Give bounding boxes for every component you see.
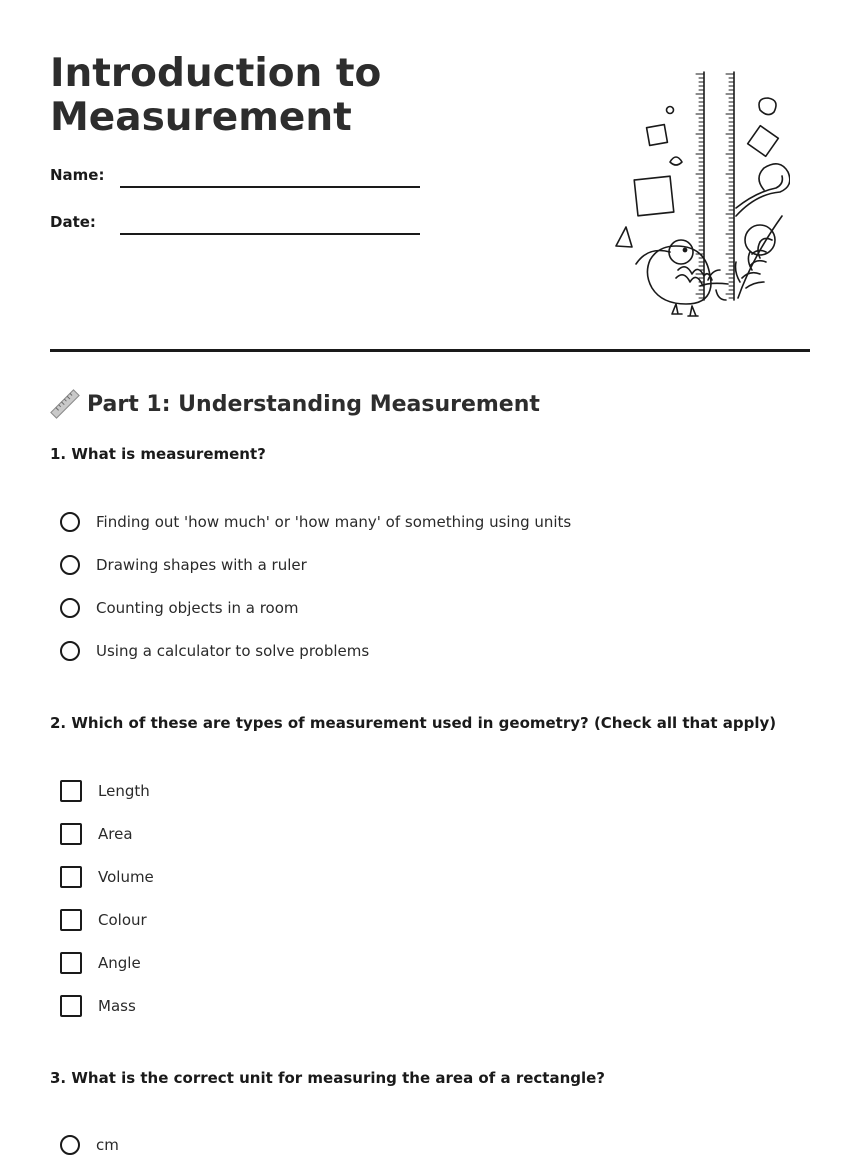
date-label: Date:	[50, 213, 96, 231]
option-label: Mass	[98, 997, 136, 1015]
radio-button[interactable]	[60, 1135, 80, 1155]
question-2: 2. Which of these are types of measurement used in geometry? (Check all that apply)	[50, 714, 777, 732]
q3-option-1[interactable]	[60, 1132, 119, 1158]
option-label: Finding out 'how much' or 'how many' of something using units	[96, 513, 572, 531]
ruler-drawing	[696, 72, 734, 300]
radio-button[interactable]	[60, 641, 80, 661]
ruler-kiwi-shapes-illustration	[560, 66, 790, 322]
name-write-line[interactable]	[120, 186, 420, 188]
q1-option-3[interactable]	[60, 595, 299, 621]
question-3: 3. What is the correct unit for measuring the area of a rectangle?	[50, 1069, 605, 1087]
triangle-shape	[616, 227, 632, 247]
option-label: Counting objects in a room	[96, 599, 299, 617]
ribbon-shape	[736, 164, 790, 216]
worksheet-page	[50, 0, 810, 1154]
blob-shape	[759, 98, 776, 115]
name-field[interactable]	[50, 166, 420, 190]
section-title: Part 1: Understanding Measurement	[87, 391, 540, 417]
q1-option-4[interactable]	[60, 638, 369, 664]
q2-option-6[interactable]	[60, 993, 136, 1019]
small-square-shape	[647, 125, 668, 146]
checkbox[interactable]	[60, 909, 82, 931]
option-label: cm	[96, 1136, 119, 1154]
small-blob-shape	[670, 157, 682, 165]
checkbox[interactable]	[60, 866, 82, 888]
page-title	[50, 52, 410, 140]
q2-option-4[interactable]	[60, 907, 147, 933]
question-1: 1. What is measurement?	[50, 445, 266, 463]
small-circle-shape	[667, 107, 674, 114]
option-label: Volume	[98, 868, 154, 886]
option-label: Length	[98, 782, 150, 800]
q1-option-2[interactable]	[60, 552, 307, 578]
option-label: Area	[98, 825, 133, 843]
date-write-line[interactable]	[120, 233, 420, 235]
option-label: Angle	[98, 954, 141, 972]
radio-button[interactable]	[60, 555, 80, 575]
radio-button[interactable]	[60, 512, 80, 532]
radio-button[interactable]	[60, 598, 80, 618]
q2-option-5[interactable]	[60, 950, 141, 976]
option-label: Drawing shapes with a ruler	[96, 556, 307, 574]
name-label: Name:	[50, 166, 105, 184]
q1-option-1[interactable]	[60, 509, 571, 535]
option-label: Using a calculator to solve problems	[96, 642, 370, 660]
checkbox[interactable]	[60, 952, 82, 974]
q2-option-3[interactable]	[60, 864, 154, 890]
date-field[interactable]	[50, 213, 420, 237]
title-line-2: Measurement	[50, 95, 352, 140]
diamond-shape	[748, 126, 779, 157]
title-line-1: Introduction to	[50, 51, 382, 96]
section-heading-part-1	[50, 388, 540, 420]
ruler-icon	[50, 389, 80, 419]
checkbox[interactable]	[60, 823, 82, 845]
square-shape	[634, 176, 674, 216]
q2-option-1[interactable]	[60, 778, 150, 804]
option-label: Colour	[98, 911, 147, 929]
checkbox[interactable]	[60, 995, 82, 1017]
worksheet-header	[50, 0, 810, 352]
checkbox[interactable]	[60, 780, 82, 802]
q2-option-2[interactable]	[60, 821, 133, 847]
